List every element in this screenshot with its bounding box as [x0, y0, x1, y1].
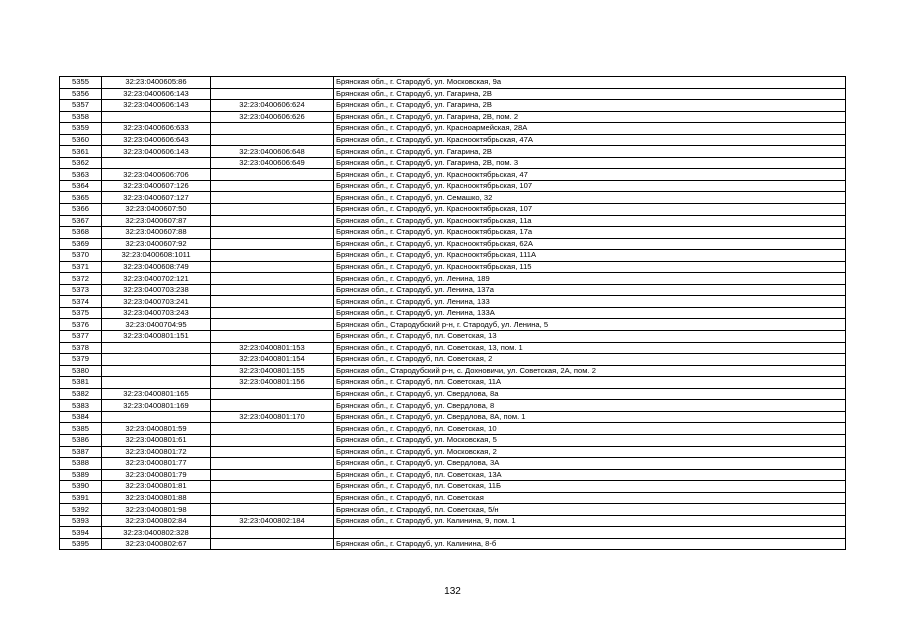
address-cell: Брянская обл., г. Стародуб, ул. Свердлова, 8	[334, 400, 846, 412]
table-row	[60, 77, 846, 89]
row-number-cell: 5371	[60, 261, 102, 273]
premises-cadastral-number-cell: 32:23:0400606:649	[211, 157, 334, 169]
row-number-cell: 5395	[60, 538, 102, 550]
premises-cadastral-number-cell	[211, 204, 334, 216]
cadastral-number-cell	[102, 354, 211, 366]
cadastral-number-cell	[102, 157, 211, 169]
address-cell: Брянская обл., г. Стародуб, ул. Ленина, 133	[334, 296, 846, 308]
address-cell: Брянская обл., г. Стародуб, ул. Свердлова, 8а	[334, 388, 846, 400]
address-cell: Брянская обл., г. Стародуб, ул. Гагарина, 2В, пом. 3	[334, 157, 846, 169]
row-number-cell: 5355	[60, 77, 102, 89]
address-cell: Брянская обл., г. Стародуб, пл. Советская, 13А	[334, 469, 846, 481]
row-number-cell: 5380	[60, 365, 102, 377]
cadastral-number-cell: 32:23:0400802:84	[102, 515, 211, 527]
table-row	[60, 123, 846, 135]
cadastral-number-cell: 32:23:0400607:127	[102, 192, 211, 204]
cadastral-number-cell: 32:23:0400703:241	[102, 296, 211, 308]
address-cell: Брянская обл., г. Стародуб, ул. Краснооктябрьская, 11а	[334, 215, 846, 227]
row-number-cell: 5392	[60, 504, 102, 516]
row-number-cell: 5372	[60, 273, 102, 285]
cadastral-number-cell: 32:23:0400801:72	[102, 446, 211, 458]
row-number-cell: 5389	[60, 469, 102, 481]
cadastral-number-cell: 32:23:0400606:143	[102, 100, 211, 112]
table-row	[60, 331, 846, 343]
premises-cadastral-number-cell	[211, 169, 334, 181]
page-number: 132	[444, 586, 461, 597]
row-number-cell: 5386	[60, 434, 102, 446]
table-row	[60, 481, 846, 493]
address-cell: Брянская обл., г. Стародуб, ул. Краснооктябрьская, 62А	[334, 238, 846, 250]
premises-cadastral-number-cell	[211, 481, 334, 493]
address-cell: Брянская обл., г. Стародуб, ул. Калинина, 9, пом. 1	[334, 515, 846, 527]
row-number-cell: 5381	[60, 377, 102, 389]
table-row	[60, 515, 846, 527]
table-row	[60, 458, 846, 470]
address-cell: Брянская обл., г. Стародуб, ул. Гагарина, 2В	[334, 146, 846, 158]
premises-cadastral-number-cell	[211, 319, 334, 331]
premises-cadastral-number-cell	[211, 180, 334, 192]
address-cell: Брянская обл., г. Стародуб, пл. Советская, 10	[334, 423, 846, 435]
premises-cadastral-number-cell: 32:23:0400606:626	[211, 111, 334, 123]
premises-cadastral-number-cell	[211, 192, 334, 204]
address-cell: Брянская обл., г. Стародуб, ул. Калинина, 8-б	[334, 538, 846, 550]
premises-cadastral-number-cell	[211, 434, 334, 446]
address-cell: Брянская обл., г. Стародуб, ул. Краснооктябрьская, 47	[334, 169, 846, 181]
row-number-cell: 5359	[60, 123, 102, 135]
table-row	[60, 169, 846, 181]
table-row	[60, 273, 846, 285]
address-cell: Брянская обл., г. Стародуб, ул. Краснооктябрьская, 111А	[334, 250, 846, 262]
cadastral-number-cell: 32:23:0400607:92	[102, 238, 211, 250]
premises-cadastral-number-cell: 32:23:0400801:155	[211, 365, 334, 377]
cadastral-number-cell: 32:23:0400608:749	[102, 261, 211, 273]
row-number-cell: 5391	[60, 492, 102, 504]
address-cell: Брянская обл., г. Стародуб, пл. Советская, 11Б	[334, 481, 846, 493]
address-cell: Брянская обл., г. Стародуб, ул. Гагарина, 2В, пом. 2	[334, 111, 846, 123]
registry-table-body	[60, 77, 846, 550]
row-number-cell: 5363	[60, 169, 102, 181]
row-number-cell: 5377	[60, 331, 102, 343]
cadastral-number-cell: 32:23:0400607:87	[102, 215, 211, 227]
premises-cadastral-number-cell: 32:23:0400801:156	[211, 377, 334, 389]
cadastral-number-cell: 32:23:0400801:88	[102, 492, 211, 504]
premises-cadastral-number-cell: 32:23:0400606:648	[211, 146, 334, 158]
row-number-cell: 5358	[60, 111, 102, 123]
table-row	[60, 365, 846, 377]
table-row	[60, 215, 846, 227]
row-number-cell: 5369	[60, 238, 102, 250]
cadastral-number-cell	[102, 111, 211, 123]
premises-cadastral-number-cell	[211, 307, 334, 319]
address-cell: Брянская обл., г. Стародуб, ул. Ленина, 133А	[334, 307, 846, 319]
address-cell	[334, 527, 846, 539]
row-number-cell: 5360	[60, 134, 102, 146]
cadastral-number-cell	[102, 365, 211, 377]
row-number-cell: 5362	[60, 157, 102, 169]
premises-cadastral-number-cell: 32:23:0400801:154	[211, 354, 334, 366]
cadastral-number-cell: 32:23:0400606:706	[102, 169, 211, 181]
table-row	[60, 296, 846, 308]
cadastral-number-cell: 32:23:0400801:81	[102, 481, 211, 493]
premises-cadastral-number-cell	[211, 284, 334, 296]
cadastral-number-cell: 32:23:0400703:243	[102, 307, 211, 319]
cadastral-number-cell: 32:23:0400801:169	[102, 400, 211, 412]
premises-cadastral-number-cell	[211, 88, 334, 100]
premises-cadastral-number-cell	[211, 538, 334, 550]
premises-cadastral-number-cell	[211, 134, 334, 146]
premises-cadastral-number-cell	[211, 331, 334, 343]
cadastral-number-cell: 32:23:0400607:50	[102, 204, 211, 216]
table-row	[60, 192, 846, 204]
premises-cadastral-number-cell	[211, 458, 334, 470]
premises-cadastral-number-cell	[211, 423, 334, 435]
cadastral-number-cell: 32:23:0400801:79	[102, 469, 211, 481]
cadastral-number-cell: 32:23:0400606:143	[102, 88, 211, 100]
cadastral-number-cell: 32:23:0400607:88	[102, 227, 211, 239]
row-number-cell: 5383	[60, 400, 102, 412]
cadastral-number-cell: 32:23:0400606:633	[102, 123, 211, 135]
address-cell: Брянская обл., г. Стародуб, ул. Гагарина, 2В	[334, 88, 846, 100]
premises-cadastral-number-cell: 32:23:0400606:624	[211, 100, 334, 112]
row-number-cell: 5390	[60, 481, 102, 493]
premises-cadastral-number-cell	[211, 227, 334, 239]
table-row	[60, 423, 846, 435]
table-row	[60, 354, 846, 366]
cadastral-number-cell: 32:23:0400606:143	[102, 146, 211, 158]
address-cell: Брянская обл., г. Стародуб, ул. Свердлова, 8А, пом. 1	[334, 411, 846, 423]
address-cell: Брянская обл., г. Стародуб, ул. Ленина, 137а	[334, 284, 846, 296]
table-row	[60, 204, 846, 216]
premises-cadastral-number-cell: 32:23:0400802:184	[211, 515, 334, 527]
premises-cadastral-number-cell	[211, 238, 334, 250]
table-row	[60, 146, 846, 158]
premises-cadastral-number-cell	[211, 504, 334, 516]
address-cell: Брянская обл., г. Стародуб, ул. Краснооктябрьская, 107	[334, 204, 846, 216]
cadastral-number-cell: 32:23:0400605:86	[102, 77, 211, 89]
address-cell: Брянская обл., г. Стародуб, пл. Советская, 13	[334, 331, 846, 343]
table-row	[60, 504, 846, 516]
row-number-cell: 5361	[60, 146, 102, 158]
address-cell: Брянская обл., г. Стародуб, ул. Красноармейская, 28А	[334, 123, 846, 135]
table-row	[60, 527, 846, 539]
row-number-cell: 5370	[60, 250, 102, 262]
table-row	[60, 227, 846, 239]
row-number-cell: 5357	[60, 100, 102, 112]
table-row	[60, 377, 846, 389]
row-number-cell: 5378	[60, 342, 102, 354]
address-cell: Брянская обл., г. Стародуб, ул. Краснооктябрьская, 47А	[334, 134, 846, 146]
premises-cadastral-number-cell	[211, 400, 334, 412]
table-row	[60, 469, 846, 481]
address-cell: Брянская обл., г. Стародуб, ул. Гагарина, 2В	[334, 100, 846, 112]
cadastral-number-cell: 32:23:0400703:238	[102, 284, 211, 296]
table-row	[60, 100, 846, 112]
address-cell: Брянская обл., г. Стародуб, ул. Краснооктябрьская, 115	[334, 261, 846, 273]
table-row	[60, 307, 846, 319]
row-number-cell: 5388	[60, 458, 102, 470]
address-cell: Брянская обл., г. Стародуб, ул. Ленина, 189	[334, 273, 846, 285]
row-number-cell: 5376	[60, 319, 102, 331]
table-row	[60, 250, 846, 262]
cadastral-number-cell: 32:23:0400801:59	[102, 423, 211, 435]
address-cell: Брянская обл., г. Стародуб, ул. Московская, 2	[334, 446, 846, 458]
row-number-cell: 5394	[60, 527, 102, 539]
cadastral-number-cell	[102, 377, 211, 389]
row-number-cell: 5374	[60, 296, 102, 308]
cadastral-number-cell	[102, 411, 211, 423]
table-row	[60, 434, 846, 446]
premises-cadastral-number-cell: 32:23:0400801:153	[211, 342, 334, 354]
address-cell: Брянская обл., г. Стародуб, пл. Советская, 11А	[334, 377, 846, 389]
address-cell: Брянская обл., г. Стародуб, ул. Краснооктябрьская, 17а	[334, 227, 846, 239]
table-row	[60, 284, 846, 296]
cadastral-number-cell: 32:23:0400607:126	[102, 180, 211, 192]
table-row	[60, 238, 846, 250]
cadastral-number-cell: 32:23:0400802:67	[102, 538, 211, 550]
premises-cadastral-number-cell	[211, 492, 334, 504]
table-row	[60, 111, 846, 123]
table-row	[60, 388, 846, 400]
row-number-cell: 5367	[60, 215, 102, 227]
premises-cadastral-number-cell	[211, 446, 334, 458]
table-row	[60, 342, 846, 354]
row-number-cell: 5385	[60, 423, 102, 435]
row-number-cell: 5382	[60, 388, 102, 400]
cadastral-number-cell: 32:23:0400704:95	[102, 319, 211, 331]
property-registry-table	[59, 76, 846, 550]
row-number-cell: 5365	[60, 192, 102, 204]
table-row	[60, 492, 846, 504]
table-row	[60, 400, 846, 412]
premises-cadastral-number-cell	[211, 527, 334, 539]
premises-cadastral-number-cell: 32:23:0400801:170	[211, 411, 334, 423]
premises-cadastral-number-cell	[211, 77, 334, 89]
premises-cadastral-number-cell	[211, 250, 334, 262]
cadastral-number-cell: 32:23:0400802:328	[102, 527, 211, 539]
row-number-cell: 5366	[60, 204, 102, 216]
table-row	[60, 411, 846, 423]
row-number-cell: 5384	[60, 411, 102, 423]
table-row	[60, 261, 846, 273]
premises-cadastral-number-cell	[211, 215, 334, 227]
premises-cadastral-number-cell	[211, 388, 334, 400]
cadastral-number-cell: 32:23:0400801:165	[102, 388, 211, 400]
cadastral-number-cell: 32:23:0400702:121	[102, 273, 211, 285]
row-number-cell: 5393	[60, 515, 102, 527]
row-number-cell: 5373	[60, 284, 102, 296]
row-number-cell: 5368	[60, 227, 102, 239]
address-cell: Брянская обл., Стародубский р-н, г. Стародуб, ул. Ленина, 5	[334, 319, 846, 331]
cadastral-number-cell: 32:23:0400606:643	[102, 134, 211, 146]
table-row	[60, 88, 846, 100]
premises-cadastral-number-cell	[211, 123, 334, 135]
address-cell: Брянская обл., г. Стародуб, ул. Московская, 5	[334, 434, 846, 446]
row-number-cell: 5356	[60, 88, 102, 100]
premises-cadastral-number-cell	[211, 469, 334, 481]
row-number-cell: 5387	[60, 446, 102, 458]
table-row	[60, 157, 846, 169]
premises-cadastral-number-cell	[211, 296, 334, 308]
row-number-cell: 5375	[60, 307, 102, 319]
premises-cadastral-number-cell	[211, 261, 334, 273]
table-row	[60, 538, 846, 550]
address-cell: Брянская обл., г. Стародуб, ул. Краснооктябрьская, 107	[334, 180, 846, 192]
cadastral-number-cell: 32:23:0400801:61	[102, 434, 211, 446]
row-number-cell: 5379	[60, 354, 102, 366]
table-row	[60, 446, 846, 458]
cadastral-number-cell	[102, 342, 211, 354]
premises-cadastral-number-cell	[211, 273, 334, 285]
address-cell: Брянская обл., г. Стародуб, пл. Советская, 5/н	[334, 504, 846, 516]
address-cell: Брянская обл., г. Стародуб, ул. Московская, 9а	[334, 77, 846, 89]
cadastral-number-cell: 32:23:0400801:151	[102, 331, 211, 343]
address-cell: Брянская обл., Стародубский р-н, с. Дохновичи, ул. Советская, 2А, пом. 2	[334, 365, 846, 377]
table-row	[60, 180, 846, 192]
address-cell: Брянская обл., г. Стародуб, пл. Советская	[334, 492, 846, 504]
table-row	[60, 134, 846, 146]
table-row	[60, 319, 846, 331]
address-cell: Брянская обл., г. Стародуб, пл. Советская, 13, пом. 1	[334, 342, 846, 354]
address-cell: Брянская обл., г. Стародуб, ул. Семашко, 32	[334, 192, 846, 204]
cadastral-number-cell: 32:23:0400801:77	[102, 458, 211, 470]
row-number-cell: 5364	[60, 180, 102, 192]
address-cell: Брянская обл., г. Стародуб, ул. Свердлова, 3А	[334, 458, 846, 470]
address-cell: Брянская обл., г. Стародуб, пл. Советская, 2	[334, 354, 846, 366]
cadastral-number-cell: 32:23:0400608:1011	[102, 250, 211, 262]
cadastral-number-cell: 32:23:0400801:98	[102, 504, 211, 516]
